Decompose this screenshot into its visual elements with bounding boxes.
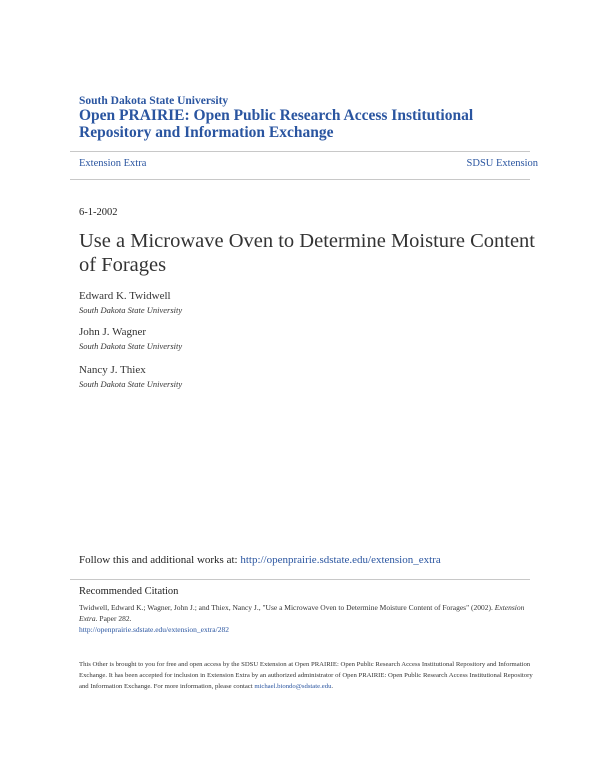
recommended-citation-heading: Recommended Citation: [79, 586, 179, 597]
author-name: John J. Wagner: [79, 326, 147, 338]
notice-end: .: [331, 683, 334, 690]
author-name: Edward K. Twidwell: [79, 290, 171, 302]
document-title: Use a Microwave Oven to Determine Moisture Content of Forages: [79, 230, 536, 276]
series-link-sdsu-extension[interactable]: SDSU Extension: [466, 158, 538, 169]
author-affiliation: South Dakota State University: [79, 341, 183, 351]
author-name: Nancy J. Thiex: [79, 364, 146, 376]
follow-text: Follow this and additional works at:: [79, 554, 241, 566]
citation-journal: Extension Extra: [79, 603, 525, 623]
series-link-extension-extra[interactable]: Extension Extra: [79, 158, 147, 169]
citation-main: Twidwell, Edward K.; Wagner, John J.; and Thiex, Nancy J., "Use a Microwave Oven to Determine Moisture Content of Forages" (2002).: [79, 603, 493, 612]
citation-paper: . Paper 282.: [95, 614, 132, 623]
repository-name[interactable]: Open PRAIRIE: Open Public Research Access Institutional Repository and Information Exchange: [79, 107, 474, 141]
notice-text: This Other is brought to you for free and open access by the SDSU Extension at Open PRAIRIE: Open Public Research Access Institutional Repository and Information Exchange. It has been accepted for inclusion in Extension Extra by an authorized administrator of Open PRAIRIE: Open Public Research Access Institutional Repository and Information Exchange. For more information, please contact: [79, 661, 533, 690]
divider-citation: [70, 579, 530, 580]
citation-link[interactable]: http://openprairie.sdstate.edu/extension_extra/282: [79, 625, 229, 634]
author-affiliation: South Dakota State University: [79, 379, 183, 389]
author-affiliation: South Dakota State University: [79, 305, 183, 315]
contact-email-link[interactable]: michael.biondo@sdstate.edu: [254, 683, 332, 690]
follow-link[interactable]: http://openprairie.sdstate.edu/extension_extra: [240, 554, 441, 566]
access-notice: [79, 659, 544, 692]
divider-series: [70, 179, 530, 180]
follow-line: [79, 554, 441, 566]
divider-top: [70, 151, 530, 152]
university-name: South Dakota State University: [79, 95, 229, 107]
publication-date: 6-1-2002: [79, 207, 118, 218]
citation-text: [79, 602, 539, 635]
